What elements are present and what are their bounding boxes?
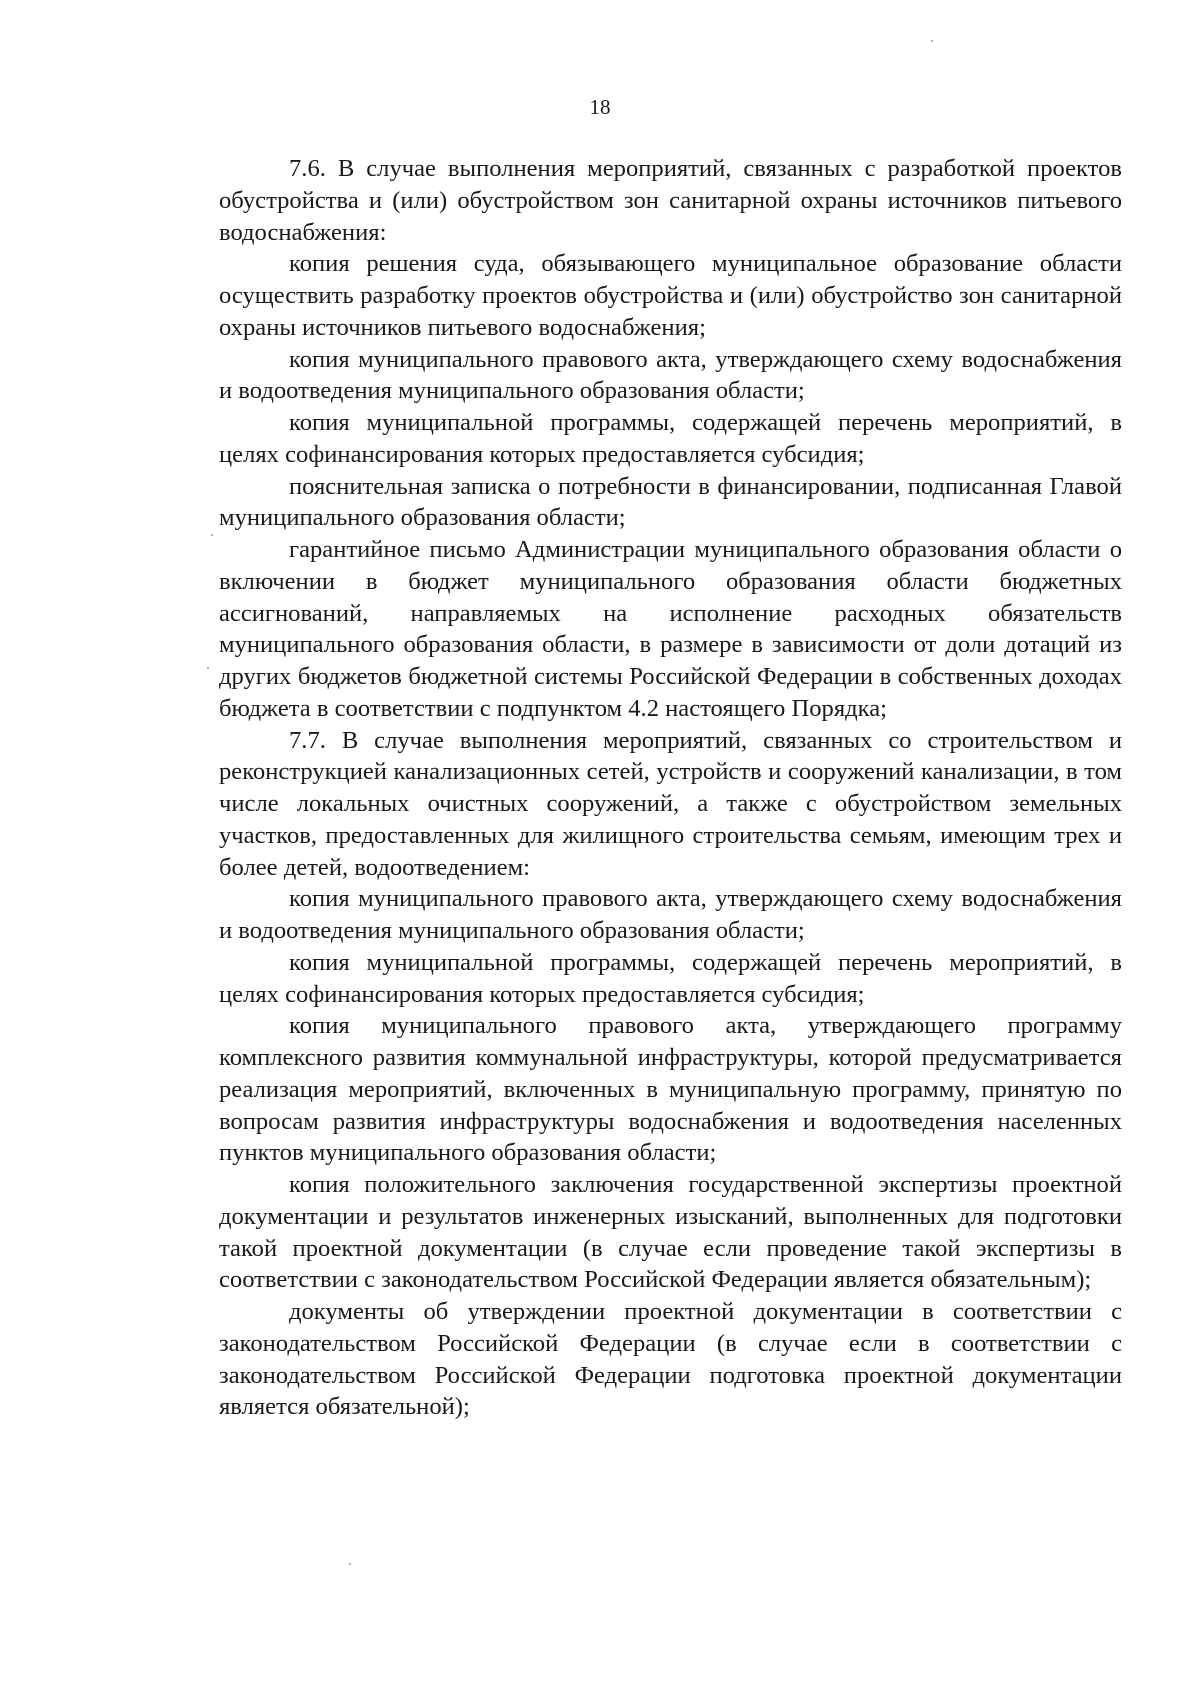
paragraph-infrastructure-program-act-copy: копия муниципального правового акта, утверждающего программу комплексного развития коммунальной инфраструктуры, которой предусматривается реализация мероприятий, включенных в муниципальную программу, принятую по вопросам развития инфраструктуры водоснабжения и водоотведения населенных пунктов муниципального образования области; xyxy=(219,1012,1122,1167)
paragraph-water-scheme-act-copy-2: копия муниципального правового акта, утверждающего схему водоснабжения и водоотведения муниципального образования области; xyxy=(219,885,1122,944)
paragraph-expertise-conclusion-copy: копия положительного заключения государственной экспертизы проектной документации и результатов инженерных изысканий, выполненных для подготовки такой проектной документации (в случае если проведение такой экспертизы в соответствии с законодательством Российской Федерации является обязательным); xyxy=(219,1171,1122,1294)
paragraph-7-6: 7.6. В случае выполнения мероприятий, связанных с разработкой проектов обустройства и (или) обустройством зон санитарной охраны источников питьевого водоснабжения: xyxy=(219,155,1122,246)
paragraph-explanatory-note: пояснительная записка о потребности в финансировании, подписанная Главой муниципального образования области; xyxy=(219,472,1122,532)
page-number: 18 xyxy=(589,95,611,119)
paragraph-municipal-program-copy-2: копия муниципальной программы, содержащей перечень мероприятий, в целях софинансирования которых предоставляется субсидия; xyxy=(219,948,1122,1008)
paragraph-municipal-program-copy: копия муниципальной программы, содержащей перечень мероприятий, в целях софинансирования которых предоставляется субсидия; xyxy=(219,409,1122,468)
scan-speck xyxy=(931,40,933,42)
document-body xyxy=(219,153,1122,1423)
scan-speck xyxy=(207,667,209,669)
paragraph-water-scheme-act-copy: копия муниципального правового акта, утверждающего схему водоснабжения и водоотведения муниципального образования области; xyxy=(219,345,1122,405)
paragraph-project-approval-documents: документы об утверждении проектной документации в соответствии с законодательством Российской Федерации (в случае если в соответствии с законодательством Российской Федерации подготовка проектной документации является обязательной); xyxy=(219,1298,1122,1421)
paragraph-7-7: 7.7. В случае выполнения мероприятий, связанных со строительством и реконструкцией канализационных сетей, устройств и сооружений канализации, в том числе локальных очистных сооружений, а также с обустройством земельных участков, предоставленных для жилищного строительства семьям, имеющим трех и более детей, водоотведением: xyxy=(219,726,1122,881)
scan-speck xyxy=(349,1563,351,1565)
scan-speck xyxy=(211,534,213,536)
paragraph-guarantee-letter: гарантийное письмо Администрации муниципального образования области о включении в бюджет муниципального образования области бюджетных ассигнований, направляемых на исполнение расходных обязательств муниципального образования области, в размере в зависимости от доли дотаций из других бюджетов бюджетной системы Российской Федерации в собственных доходах бюджета в соответствии с подпунктом 4.2 настоящего Порядка; xyxy=(219,536,1122,722)
paragraph-court-decision-copy: копия решения суда, обязывающего муниципальное образование области осуществить разработку проектов обустройства и (или) обустройство зон санитарной охраны источников питьевого водоснабжения; xyxy=(219,250,1122,341)
